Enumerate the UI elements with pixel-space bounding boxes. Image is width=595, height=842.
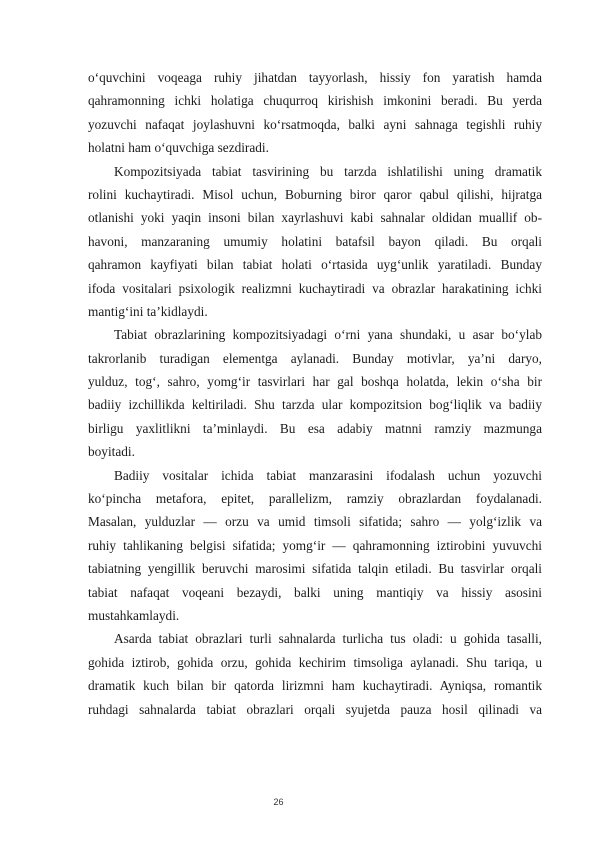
paragraph-first-line: Kompozitsiyada tabiat tasvirining bu tarzda ishlatilishi uning dramatik [114, 163, 542, 179]
page-body [88, 66, 542, 721]
text-line: badiiy izchillikda keltiriladi. Shu tarzda ular kompozitsion bog‘liqlik va badiiy [88, 397, 542, 413]
text-line: yozuvchi nafaqat joylashuvni ko‘rsatmoqda, balki ayni sahnaga tegishli ruhiy [88, 116, 542, 132]
text-line: boyitadi. [88, 444, 135, 460]
text-line: tabiatning yengillik beruvchi marosimi sifatida talqin etiladi. Bu tasvirlar orqali [88, 561, 542, 577]
text-line: takrorlanib turadigan elementga aylanadi. Bunday motivlar, ya’ni daryo, [88, 350, 542, 366]
text-line: gohida iztirob, gohida orzu, gohida kechirim timsoliga aylanadi. Shu tariqa, u [88, 654, 542, 670]
text-line: ko‘pincha metafora, epitet, parallelizm, ramziy obrazlardan foydalanadi. [88, 491, 542, 507]
text-line: Masalan, yulduzlar — orzu va umid timsoli sifatida; sahro — yolg‘izlik va [88, 514, 542, 530]
text-line: qahramon kayfiyati bilan tabiat holati o‘rtasida uyg‘unlik yaratiladi. Bunday [88, 257, 542, 273]
text-line: holatni ham o‘quvchiga sezdiradi. [88, 140, 269, 156]
text-line: mantig‘ini ta’kidlaydi. [88, 303, 208, 319]
text-line: ruhdagi sahnalarda tabiat obrazlari orqali syujetda pauza hosil qilinadi va [88, 701, 542, 717]
paragraph-first-line: Asarda tabiat obrazlari turli sahnalarda turlicha tus oladi: u gohida tasalli, [114, 631, 542, 647]
text-line: dramatik kuch bilan bir qatorda lirizmni ham kuchaytiradi. Ayniqsa, romantik [88, 678, 542, 694]
paragraph-first-line: Tabiat obrazlarining kompozitsiyadagi o‘rni yana shundaki, u asar bo‘ylab [114, 327, 542, 343]
text-line: yulduz, tog‘, sahro, yomg‘ir tasvirlari har gal boshqa holatda, lekin o‘sha bir [88, 374, 542, 390]
text-line: mustahkamlaydi. [88, 607, 180, 623]
paragraph-first-line: Badiiy vositalar ichida tabiat manzarasini ifodalash uchun yozuvchi [114, 467, 542, 483]
text-line: ifoda vositalari psixologik realizmni kuchaytiradi va obrazlar harakatining ichki [88, 280, 542, 296]
text-line: birligu yaxlitlikni ta’minlaydi. Bu esa adabiy matnni ramziy mazmunga [88, 420, 542, 436]
text-line: rolini kuchaytiradi. Misol uchun, Boburning biror qaror qabul qilishi, hijratga [88, 186, 542, 202]
text-line: o‘quvchini voqeaga ruhiy jihatdan tayyorlash, hissiy fon yaratish hamda [88, 70, 542, 85]
page-number: 26 [273, 797, 284, 807]
text-line: tabiat nafaqat voqeani bezaydi, balki uning mantiqiy va hissiy asosini [88, 584, 542, 600]
text-line: qahramonning ichki holatiga chuqurroq kirishish imkonini beradi. Bu yerda [88, 93, 542, 109]
text-line: havoni, manzaraning umumiy holatini batafsil bayon qiladi. Bu orqali [88, 233, 542, 249]
text-line: ruhiy tahlikaning belgisi sifatida; yomg‘ir — qahramonning iztirobini yuvuvchi [88, 537, 542, 553]
text-line: otlanishi yoki yaqin insoni bilan xayrlashuvi kabi sahnalar oldidan muallif ob- [88, 210, 542, 226]
page-number-footer [0, 797, 595, 807]
